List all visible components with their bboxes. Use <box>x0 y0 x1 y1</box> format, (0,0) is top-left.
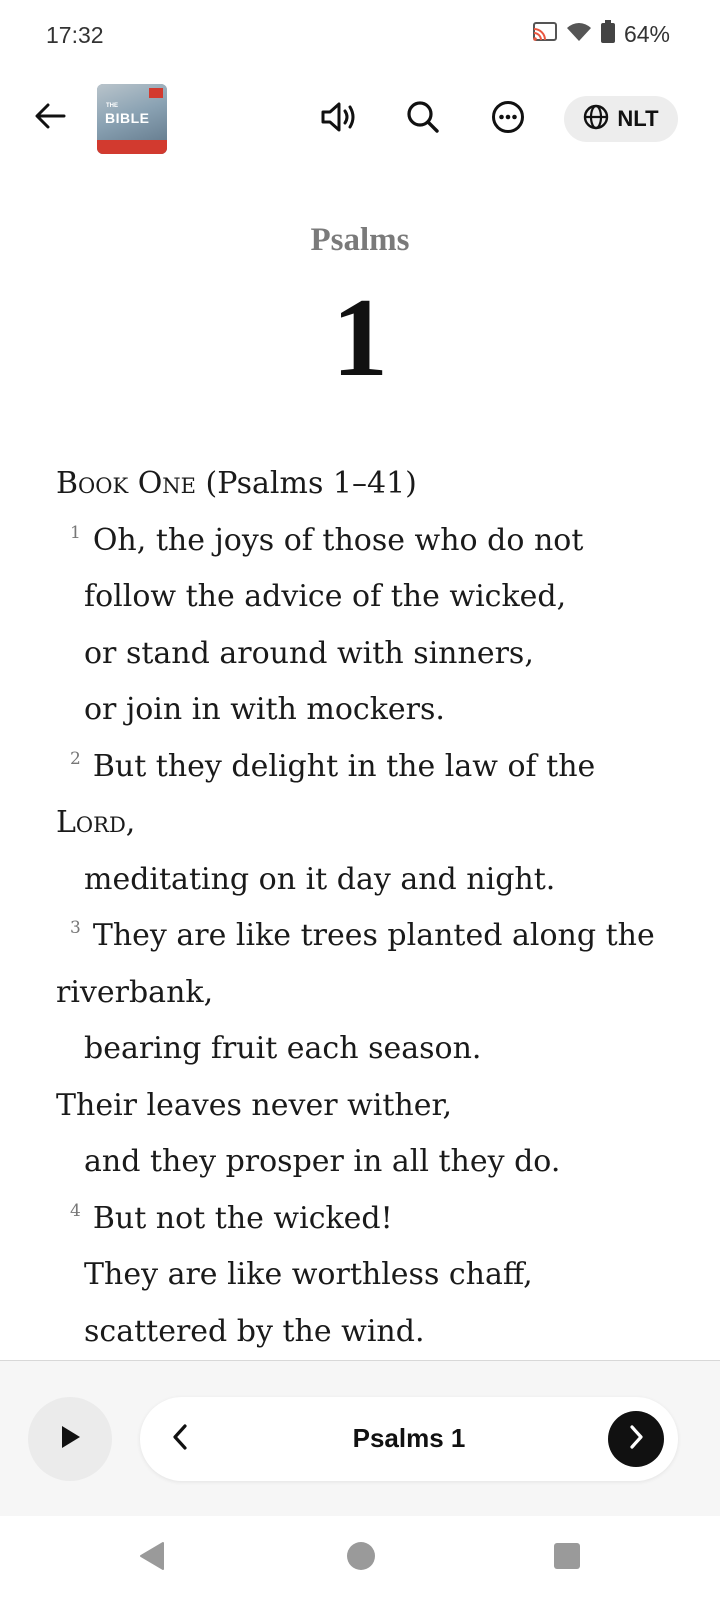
reader-toolbar <box>0 72 720 168</box>
system-recents-icon <box>553 1542 581 1575</box>
status-bar <box>0 0 720 72</box>
chapter-selector[interactable]: Psalms 1 <box>352 1423 466 1453</box>
status-time: 17:32 <box>46 22 104 48</box>
cover-badge <box>149 88 163 98</box>
battery-percent: 64% <box>623 21 670 47</box>
verse-line[interactable]: or stand around with sinners, <box>84 635 534 671</box>
verse-text: , <box>125 805 136 840</box>
verse-line[interactable]: meditating on it day and night. <box>84 861 556 897</box>
verse-number: 2 <box>70 748 81 769</box>
cover-band <box>97 140 167 154</box>
verse-number: 3 <box>70 918 81 938</box>
chapter-navigator <box>140 1397 678 1481</box>
verse-number: 1 <box>70 522 81 543</box>
verse-line[interactable] <box>56 739 696 796</box>
scripture-text <box>56 456 696 1360</box>
verse-text: But they delight in the law of the <box>92 748 596 784</box>
section-heading-book: Book One <box>56 466 197 501</box>
verse-line[interactable]: bearing fruit each season. <box>84 1031 482 1066</box>
play-icon <box>57 1423 83 1456</box>
chapter-number: 1 <box>332 276 388 400</box>
lord-text: Lord <box>56 805 126 840</box>
verse-line[interactable] <box>56 908 696 965</box>
audio-icon <box>320 100 358 139</box>
chevron-right-icon <box>626 1422 646 1457</box>
system-navigation-bar <box>0 1516 720 1600</box>
back-arrow-icon <box>34 102 66 135</box>
status-icons <box>532 20 670 49</box>
verse-line[interactable] <box>56 1191 696 1248</box>
system-home-icon <box>346 1541 376 1576</box>
cast-icon <box>532 21 558 48</box>
verse-text: They are like trees planted along the <box>92 918 655 953</box>
verse-line[interactable]: They are like worthless chaff, <box>84 1257 533 1292</box>
verse-line[interactable]: riverbank, <box>56 974 214 1010</box>
plan-cover-thumbnail[interactable] <box>97 84 167 154</box>
verse-line[interactable]: follow the advice of the wicked, <box>84 579 567 614</box>
verse-line[interactable] <box>56 795 696 852</box>
previous-chapter-button[interactable] <box>158 1417 202 1461</box>
system-back-button[interactable] <box>136 1542 168 1574</box>
verse-number: 4 <box>70 1200 81 1221</box>
cover-title: BIBLE <box>105 110 150 126</box>
verse-line[interactable]: Their leaves never wither, <box>56 1087 453 1123</box>
cover-small-text: THE <box>106 103 118 109</box>
verse-line[interactable]: and they prosper in all they do. <box>84 1144 561 1179</box>
version-selector-button[interactable] <box>564 96 678 142</box>
play-audio-button[interactable] <box>28 1397 112 1481</box>
globe-icon <box>583 104 609 135</box>
search-button[interactable] <box>400 96 446 142</box>
verse-line[interactable]: scattered by the wind. <box>84 1313 425 1349</box>
verse-text: But not the wicked! <box>92 1200 393 1236</box>
search-icon <box>406 100 440 139</box>
section-heading <box>56 456 696 513</box>
book-title: Psalms <box>310 222 410 258</box>
verse-text: Oh, the joys of those who do not <box>92 522 584 558</box>
next-chapter-button[interactable] <box>608 1411 664 1467</box>
more-icon <box>491 100 525 139</box>
wifi-icon <box>566 21 592 48</box>
battery-icon <box>600 20 616 49</box>
version-label: NLT <box>617 106 659 131</box>
back-button[interactable] <box>28 96 72 140</box>
system-home-button[interactable] <box>345 1542 377 1574</box>
audio-button[interactable] <box>316 96 362 142</box>
verse-line[interactable]: or join in with mockers. <box>84 692 445 727</box>
more-options-button[interactable] <box>485 96 531 142</box>
verse-line[interactable] <box>56 513 696 570</box>
section-heading-range: (Psalms 1–41) <box>196 466 417 501</box>
system-back-icon <box>137 1540 167 1577</box>
chevron-left-icon <box>170 1422 190 1457</box>
system-recents-button[interactable] <box>551 1542 583 1574</box>
